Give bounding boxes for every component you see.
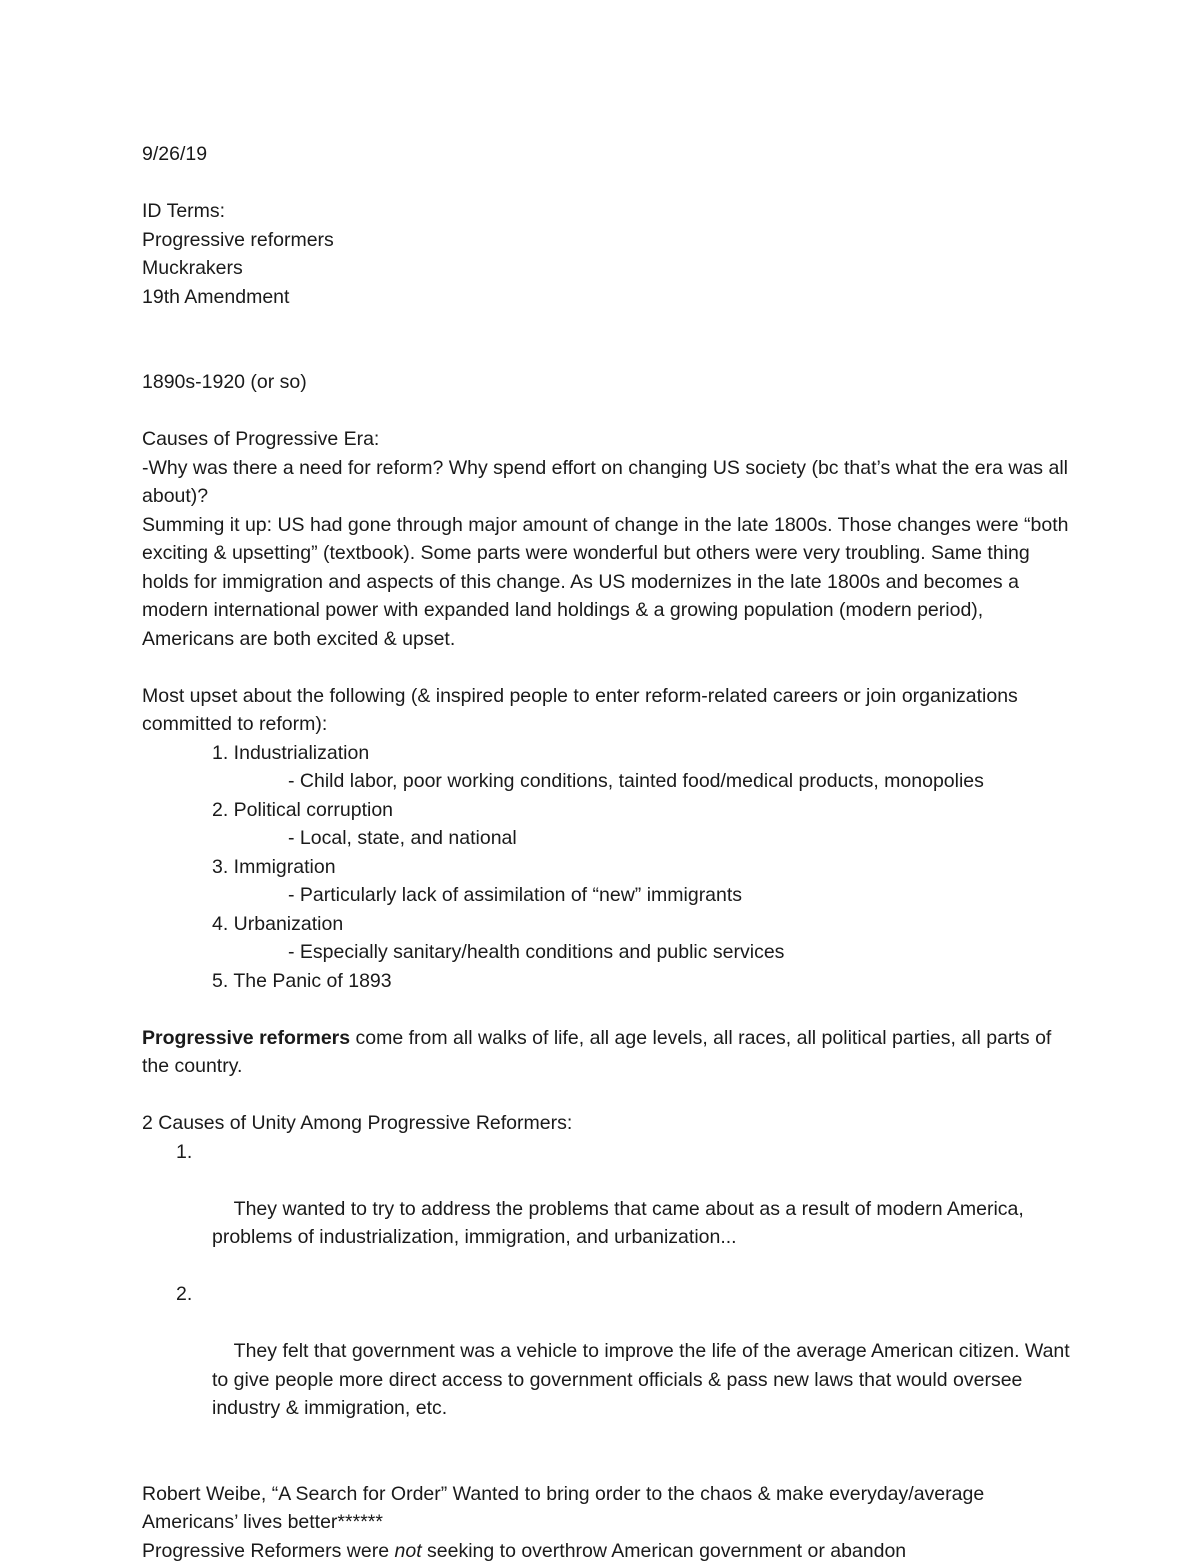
spacer xyxy=(142,653,1072,682)
id-term-item: Progressive reformers xyxy=(142,226,1072,255)
note-date: 9/26/19 xyxy=(142,140,1072,169)
last-text-italic: not xyxy=(395,1540,422,1562)
weibe-paragraph: Robert Weibe, “A Search for Order” Wanted to bring order to the chaos & make everyday/average Americans’ lives better****** xyxy=(142,1480,1072,1537)
id-term-item: Muckrakers xyxy=(142,254,1072,283)
upset-item-title: 1. Industrialization xyxy=(142,739,1072,768)
reformers-bold-term: Progressive reformers xyxy=(142,1027,350,1049)
unity-item-text: They felt that government was a vehicle to improve the life of the average American citizen. Want to give people more direct access to government officials & pass new laws that would oversee industry & immigration, etc. xyxy=(212,1340,1075,1419)
upset-item-detail: - Local, state, and national xyxy=(142,824,1072,853)
upset-item-title: 3. Immigration xyxy=(142,853,1072,882)
spacer xyxy=(142,1081,1072,1110)
reformers-text: come from all walks of life, all age levels, all races, all political parties, all parts of the country. xyxy=(142,1027,1057,1078)
spacer xyxy=(142,311,1072,368)
last-text-before: Progressive Reformers were xyxy=(142,1540,395,1562)
reformers-paragraph xyxy=(142,1024,1072,1081)
upset-intro: Most upset about the following (& inspired people to enter reform-related careers or join organizations committed to reform): xyxy=(142,682,1072,739)
causes-heading: Causes of Progressive Era: xyxy=(142,425,1072,454)
document-page xyxy=(142,140,1072,1565)
unity-list-item xyxy=(142,1138,1072,1281)
period-range: 1890s-1920 (or so) xyxy=(142,368,1072,397)
spacer xyxy=(142,995,1072,1024)
last-text-after: seeking to overthrow American government or abandon xyxy=(422,1540,907,1562)
spacer xyxy=(142,397,1072,426)
unity-item-text: They wanted to try to address the problems that came about as a result of modern America, problems of industrialization, immigration, and urbanization... xyxy=(212,1198,1029,1249)
causes-question: -Why was there a need for reform? Why spend effort on changing US society (bc that’s what the era was all about)? xyxy=(142,454,1072,511)
unity-list-item xyxy=(142,1280,1072,1451)
id-terms-heading: ID Terms: xyxy=(142,197,1072,226)
id-term-item: 19th Amendment xyxy=(142,283,1072,312)
last-paragraph xyxy=(142,1537,1072,1565)
upset-item-detail: - Particularly lack of assimilation of “new” immigrants xyxy=(142,881,1072,910)
spacer xyxy=(142,169,1072,198)
upset-item-title: 2. Political corruption xyxy=(142,796,1072,825)
upset-item-detail: - Especially sanitary/health conditions and public services xyxy=(142,938,1072,967)
spacer xyxy=(142,1451,1072,1480)
unity-item-number: 1. xyxy=(176,1138,192,1167)
unity-item-number: 2. xyxy=(176,1280,192,1309)
unity-heading: 2 Causes of Unity Among Progressive Reformers: xyxy=(142,1109,1072,1138)
upset-item-detail: - Child labor, poor working conditions, tainted food/medical products, monopolies xyxy=(142,767,1072,796)
upset-item-title: 5. The Panic of 1893 xyxy=(142,967,1072,996)
causes-summary: Summing it up: US had gone through major amount of change in the late 1800s. Those changes were “both exciting & upsetting” (textbook). Some parts were wonderful but others were very troubling. Same thing holds for immigration and aspects of this change. As US modernizes in the late 1800s and becomes a modern international power with expanded land holdings & a growing population (modern period), Americans are both excited & upset. xyxy=(142,511,1072,654)
upset-item-title: 4. Urbanization xyxy=(142,910,1072,939)
